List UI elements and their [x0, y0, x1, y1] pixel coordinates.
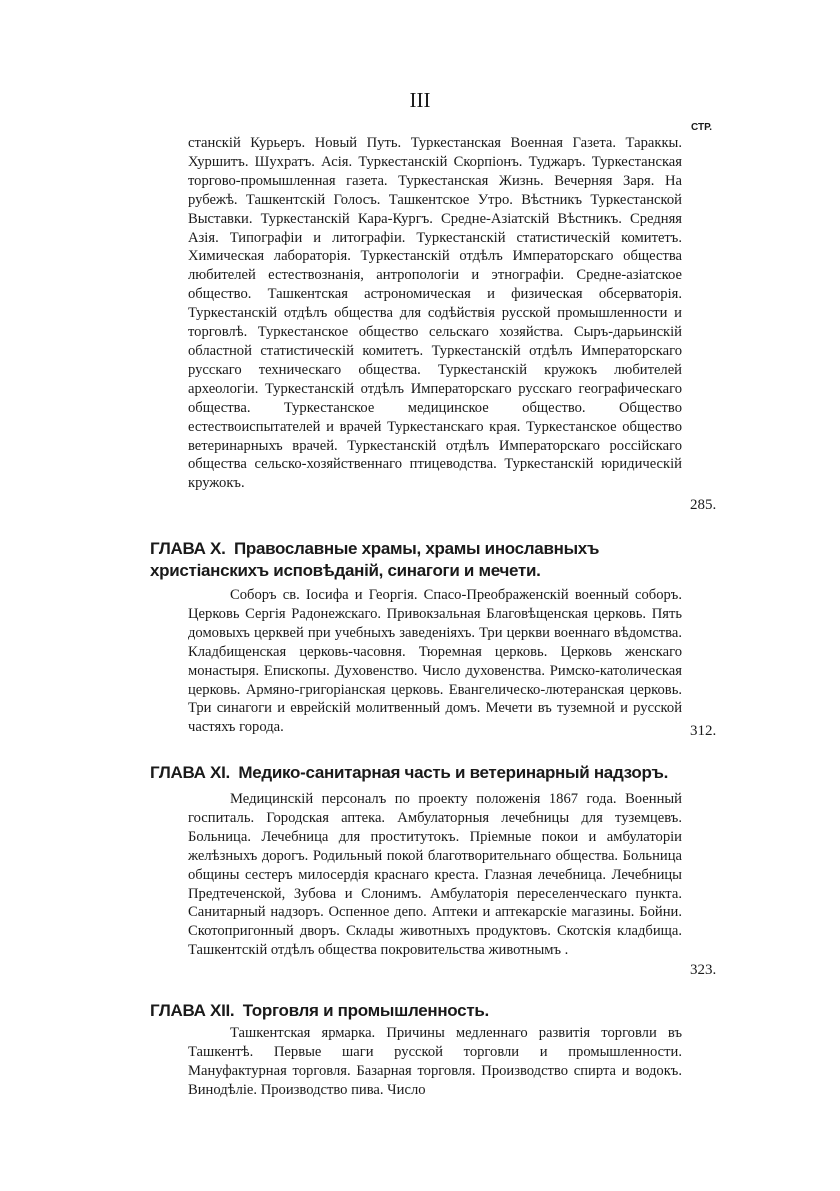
chapter-10-heading	[150, 538, 698, 582]
chapter-10-title: Православные храмы, храмы инославныхъ христіанскихъ исповѣданій, синагоги и мечети.	[150, 539, 600, 580]
page-number-roman: III	[409, 88, 431, 112]
chapter-11-title: Медико-санитарная часть и ветеринарный надзоръ.	[238, 763, 669, 782]
chapter-12-contents: Ташкентская ярмарка. Причины медленнаго развитія торговли въ Ташкентѣ. Первые шаги русской торговли и промышленности. Мануфактурная торговля. Базарная торговля. Производство спирта и водокъ. Винодѣліе. Производство пива. Число	[188, 1025, 682, 1098]
chapter-11-page-ref: 323.	[690, 962, 717, 978]
page-column-label: СТР.	[691, 122, 713, 133]
chapter-10-contents: Соборъ св. Іосифа и Георгія. Спасо-Преображенскій военный соборъ. Церковь Сергія Радонежскаго. Привокзальная Благовѣщенская церковь. Пять домовыхъ церквей при учебныхъ заведеніяхъ. Три церкви военнаго вѣдомства. Кладбищенская церковь-часовня. Тюремная церковь. Церковь женскаго монастыря. Епископы. Духовенство. Число духовенства. Римско-католическая церковь. Армяно-григоріанская церковь. Евангелическо-лютеранская церковь. Три синагоги и еврейскій молитвенный домъ. Мечети въ туземной и русской частяхъ города.	[188, 587, 682, 736]
chapter-12-heading	[150, 1000, 698, 1022]
chapter-11-contents: Медицинскій персоналъ по проекту положенія 1867 года. Военный госпиталь. Городская аптека. Амбулаторныя лечебницы для туземцевъ. Больница. Лечебница для проститутокъ. Пріемные покои и амбулаторіи желѣзныхъ дорогъ. Родильный покой благотворительнаго общества. Больница общины сестеръ милосердія краснаго креста. Глазная лечебница. Лечебницы Предтеченской, Зубова и Слонимъ. Амбулаторія переселенческаго пункта. Санитарный надзоръ. Оспенное депо. Аптеки и аптекарскіе магазины. Бойни. Скотопригонный дворъ. Склады животныхъ продуктовъ. Скотскія кладбища. Ташкентскій отдѣлъ общества покровительства животнымъ .	[188, 791, 682, 959]
chapter-12-title: Торговля и промышленность.	[242, 1001, 489, 1020]
chapter-11-number: ГЛАВА XI.	[150, 763, 230, 782]
intro-page-ref: 285.	[690, 497, 717, 513]
chapter-12-number: ГЛАВА XII.	[150, 1001, 235, 1020]
chapter-11-heading	[150, 762, 698, 784]
intro-paragraph: станскій Курьеръ. Новый Путь. Туркестанская Военная Газета. Тараккы. Хуршитъ. Шухратъ. Асія. Туркестанскій Скорпіонъ. Туджаръ. Туркестанская торгово-промышленная газета. Туркестанская Жизнь. Вечерняя Заря. На рубежѣ. Ташкентскій Голосъ. Ташкентское Утро. Вѣстникъ Туркестанской Выставки. Туркестанскій Кара-Кургъ. Средне-Азіатскій Вѣстникъ. Средняя Азія. Типографіи и литографіи. Туркестанскій статистическій комитетъ. Химическая лабораторія. Туркестанскій отдѣлъ Императорскаго общества любителей естествознанія, антропологіи и этнографіи. Средне-азіатское общество. Ташкентская астрономическая и физическая обсерваторія. Туркестанскій отдѣлъ общества для содѣйствія русской промышленности и торговлѣ. Туркестанское общество сельскаго хозяйства. Сыръ-дарьинскій областной статистическій комитетъ. Туркестанскій отдѣлъ Императорскаго русскаго техническаго общества. Туркестанскій кружокъ любителей археологіи. Туркестанскій отдѣлъ Императорскаго русскаго географическаго общества. Туркестанское медицинское общество. Общество естествоиспытателей и врачей Туркестанскаго края. Туркестанское общество ветеринарныхъ врачей. Туркестанскій отдѣлъ Императорскаго россійскаго общества сельско-хозяйственнаго птицеводства. Туркестанскій юридическій кружокъ.	[188, 135, 682, 492]
chapter-10-page-ref: 312.	[690, 723, 717, 739]
chapter-10-number: ГЛАВА X.	[150, 539, 226, 558]
